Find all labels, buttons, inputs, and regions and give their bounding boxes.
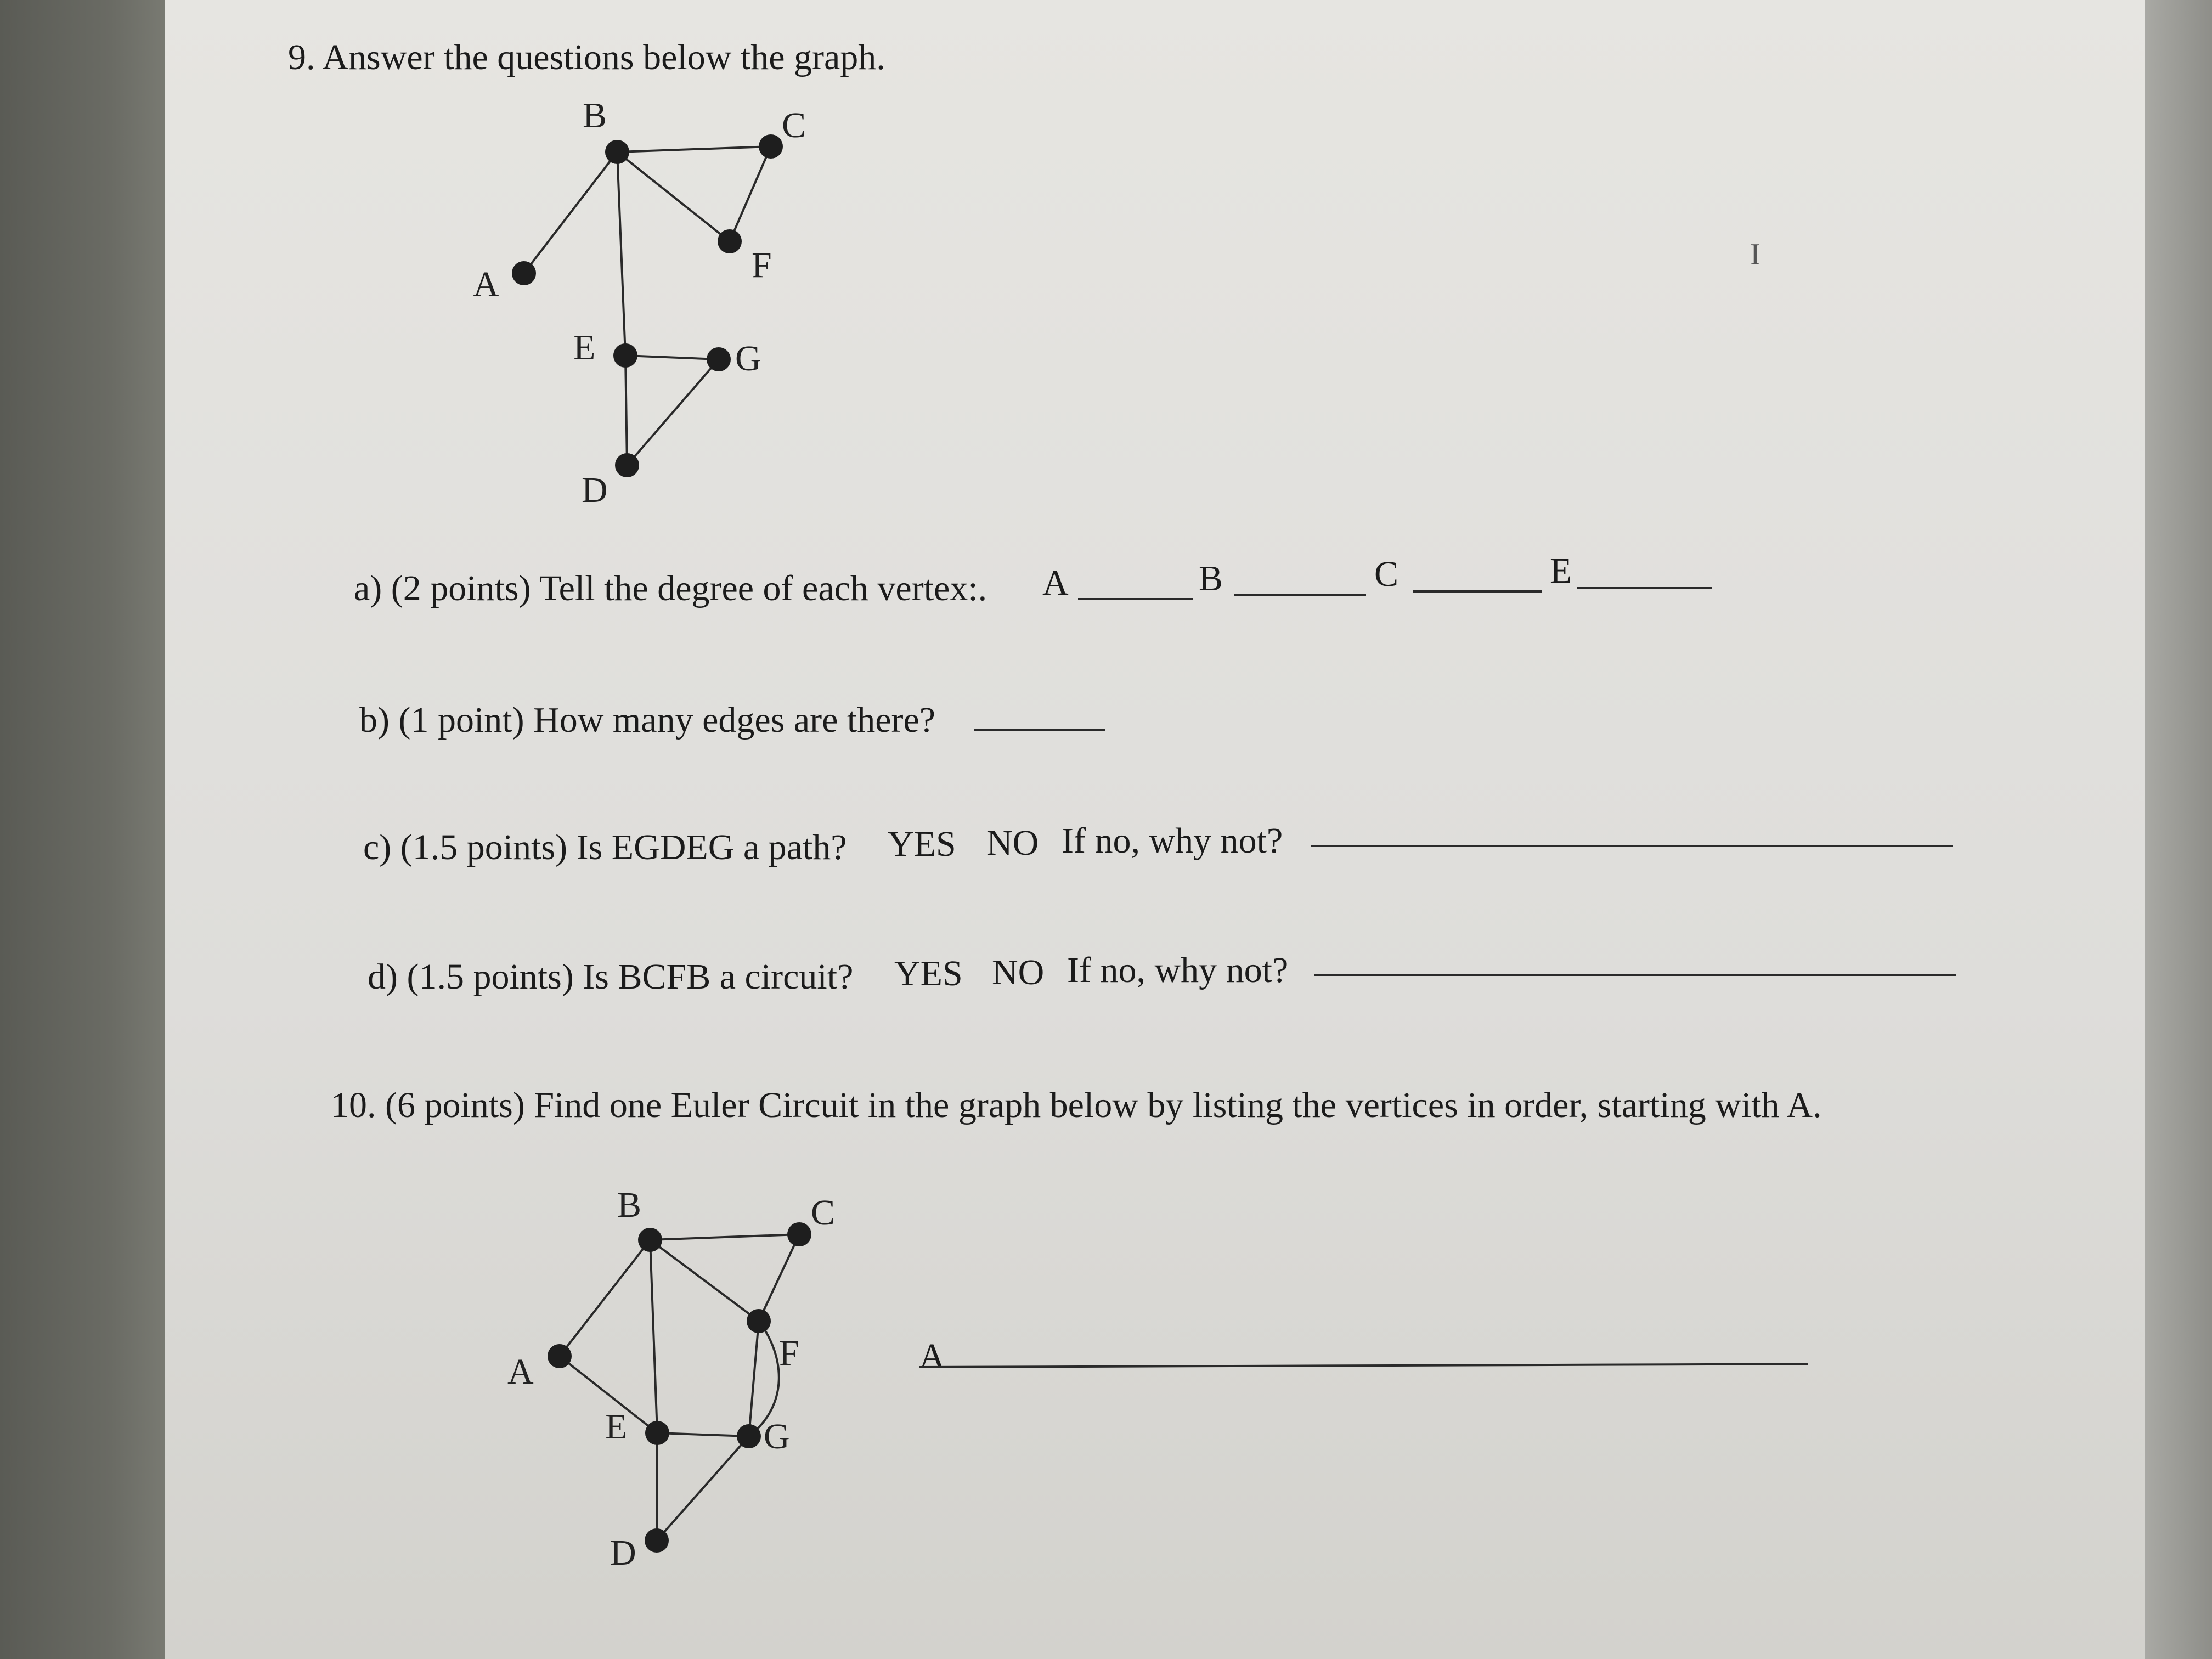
q9a-label-a: A [1042,563,1069,603]
q9d-prompt: d) (1.5 points) Is BCFB a circuit? [368,957,854,997]
vertex-g [737,1424,761,1448]
q9d-yes[interactable]: YES [894,953,963,994]
edge-e-g [657,1433,749,1436]
edge-b-f [650,1240,759,1321]
label-c: C [811,1193,836,1233]
q9d-no[interactable]: NO [992,952,1045,992]
q9c-prompt: c) (1.5 points) Is EGDEG a path? [363,827,847,867]
q9a-prompt: a) (2 points) Tell the degree of each vertex:. [354,568,988,608]
q9a-label-c: C [1374,554,1399,594]
label-b: B [583,95,607,136]
q9c-why: If no, why not? [1062,821,1283,861]
vertex-e [645,1421,669,1445]
q9c-no[interactable]: NO [986,823,1039,863]
edge-c-f [759,1234,799,1321]
edge-b-c [650,1234,799,1240]
label-a: A [473,264,499,304]
edge-b-e [650,1240,657,1433]
vertex-a [548,1344,572,1368]
edge-g-d [657,1436,749,1541]
text-cursor-icon: I [1750,238,1760,272]
vertex-b [638,1228,662,1252]
vertex-c [787,1222,811,1246]
label-d: D [582,470,608,510]
q9d-why: If no, why not? [1067,950,1289,990]
q9a-label-e: E [1550,551,1572,591]
q9a-label-b: B [1199,558,1223,599]
vertex-d [645,1528,669,1553]
label-c: C [782,105,806,145]
label-e: E [573,328,596,368]
label-d: D [610,1533,636,1573]
q9c-yes[interactable]: YES [888,824,956,864]
label-e: E [605,1407,628,1447]
q9-title: 9. Answer the questions below the graph. [288,37,885,77]
q10-title: 10. (6 points) Find one Euler Circuit in the graph below by listing the vertices in order, starting with A. [331,1085,1822,1125]
label-b: B [617,1185,642,1225]
edge-f-g-straight [749,1321,759,1436]
label-g: G [735,338,761,379]
label-f: F [779,1333,799,1373]
q10-answer-start: A [919,1336,945,1376]
label-g: G [764,1417,790,1457]
label-a: A [507,1352,534,1392]
q9b-prompt: b) (1 point) How many edges are there? [359,700,936,740]
vertex-f [747,1309,771,1333]
edge-a-b [560,1240,650,1356]
label-f: F [752,245,772,285]
